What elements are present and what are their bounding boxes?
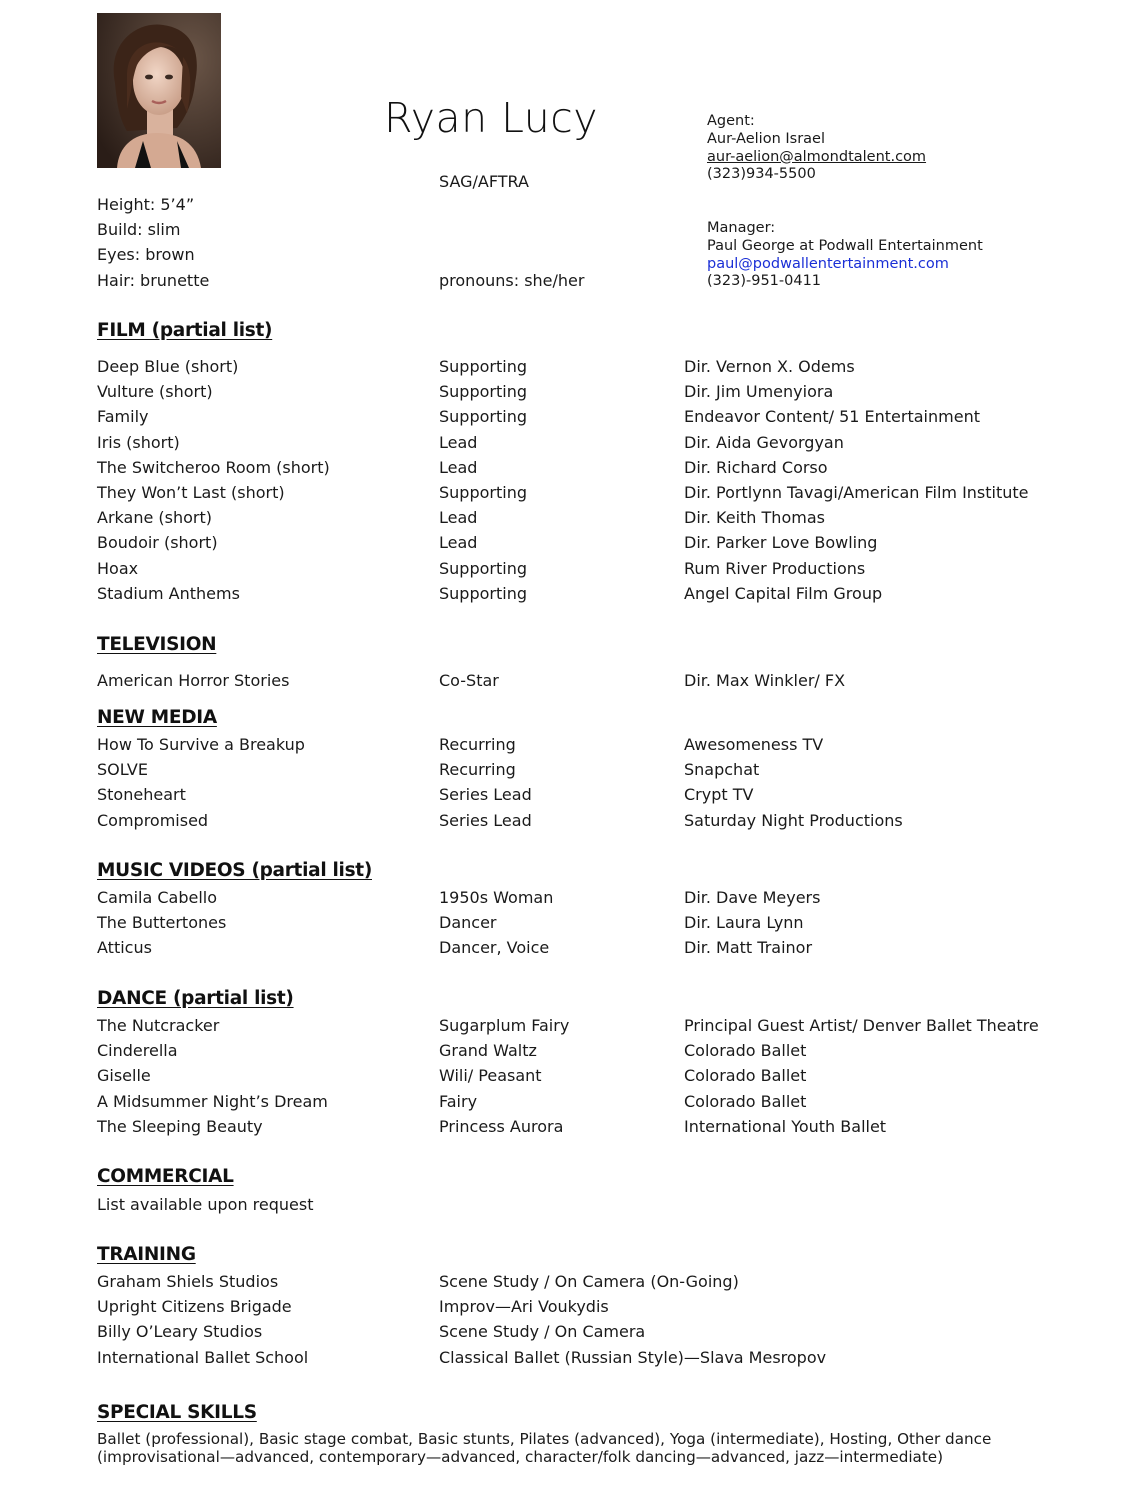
film-credit-row-company: Dir. Portlynn Tavagi/American Film Institute — [684, 483, 1029, 502]
new-media-credit-row-role: Recurring — [439, 760, 516, 780]
film-credit-row — [0, 533, 1139, 555]
new-media-credit-row-role: Series Lead — [439, 810, 532, 830]
section-heading-new-media: NEW MEDIA — [97, 707, 217, 728]
music-video-credit-row-title: The Buttertones — [97, 913, 227, 933]
dance-credit-row-role: Princess Aurora — [439, 1116, 564, 1136]
film-credit-row-title: Deep Blue (short) — [97, 357, 239, 376]
training-row — [0, 1297, 1139, 1319]
special-skills-text: Ballet (professional), Basic stage combat, Basic stunts, Pilates (advanced), Yoga (intermediate), Hosting, Other dance (improvisational—advanced, contemporary—advanced, character/folk dancing—advanced, jazz—intermediate) — [97, 1430, 992, 1466]
dance-credit-row — [0, 1117, 1139, 1139]
commercial-note: List available upon request — [97, 1195, 314, 1214]
new-media-credit-row — [0, 760, 1139, 782]
agent-block — [707, 113, 926, 184]
new-media-credit-row-title: How To Survive a Breakup — [97, 735, 305, 754]
film-credit-row-title: Iris (short) — [97, 432, 180, 452]
agent-email-link[interactable]: aur-aelion@almondtalent.com — [707, 148, 927, 165]
training-row-title: Billy O’Leary Studios — [97, 1322, 263, 1342]
new-media-credit-row-title: Compromised — [97, 810, 209, 830]
television-credit-row-title: American Horror Stories — [97, 671, 290, 690]
film-credit-row-role: Supporting — [439, 357, 527, 376]
music-video-credit-row-company: Dir. Matt Trainor — [684, 938, 813, 958]
film-credit-row-role: Lead — [439, 432, 478, 452]
pronouns: pronouns: she/her — [439, 271, 585, 290]
new-media-credit-row-company: Snapchat — [684, 760, 760, 780]
new-media-credit-row — [0, 785, 1139, 807]
stat-build: Build: slim — [97, 220, 181, 239]
film-credit-row — [0, 483, 1139, 505]
new-media-credit-row — [0, 735, 1139, 757]
music-video-credit-row-company: Dir. Dave Meyers — [684, 888, 821, 907]
film-credit-row-company: Dir. Parker Love Bowling — [684, 533, 878, 553]
film-credit-row-role: Lead — [439, 508, 478, 528]
film-credit-row-company: Dir. Jim Umenyiora — [684, 382, 834, 402]
agent-label: Agent: — [707, 113, 755, 129]
music-video-credit-row-role: 1950s Woman — [439, 888, 554, 907]
television-credit-row-company: Dir. Max Winkler/ FX — [684, 671, 846, 690]
stat-height: Height: 5’4” — [97, 195, 195, 214]
section-heading-commercial: COMMERCIAL — [97, 1166, 234, 1187]
film-credit-row-company: Dir. Vernon X. Odems — [684, 357, 855, 376]
new-media-credit-row-title: Stoneheart — [97, 785, 186, 805]
agent-phone: (323)934-5500 — [707, 166, 816, 183]
film-credit-row-role: Supporting — [439, 382, 527, 402]
new-media-credit-row-role: Recurring — [439, 735, 516, 754]
television-credit-row — [0, 671, 1139, 693]
dance-credit-row-role: Wili/ Peasant — [439, 1066, 542, 1086]
section-heading-special-skills: SPECIAL SKILLS — [97, 1402, 257, 1423]
film-credit-row-role: Lead — [439, 533, 478, 553]
section-heading-music-videos: MUSIC VIDEOS (partial list) — [97, 860, 372, 881]
manager-name: Paul George at Podwall Entertainment — [707, 237, 983, 254]
film-credit-row-company: Endeavor Content/ 51 Entertainment — [684, 407, 980, 427]
training-row — [0, 1272, 1139, 1294]
dance-credit-row — [0, 1066, 1139, 1088]
film-credit-row-company: Angel Capital Film Group — [684, 583, 883, 603]
film-credit-row-title: Stadium Anthems — [97, 583, 240, 603]
agent-name: Aur-Aelion Israel — [707, 130, 825, 147]
film-credit-row — [0, 407, 1139, 429]
manager-label: Manager: — [707, 220, 776, 236]
film-credit-row — [0, 508, 1139, 530]
dance-credit-row-role: Fairy — [439, 1091, 478, 1111]
music-video-credit-row — [0, 913, 1139, 935]
television-credit-row-role: Co-Star — [439, 671, 499, 690]
film-credit-row-company: Dir. Aida Gevorgyan — [684, 432, 844, 452]
film-credit-row — [0, 584, 1139, 606]
dance-credit-row-title: Giselle — [97, 1066, 151, 1086]
stat-hair: Hair: brunette — [97, 271, 210, 290]
music-video-credit-row-company: Dir. Laura Lynn — [684, 913, 804, 933]
actor-name: Ryan Lucy — [383, 94, 599, 142]
training-row-role: Improv—Ari Voukydis — [439, 1297, 609, 1317]
film-credit-row-title: The Switcheroo Room (short) — [97, 457, 330, 477]
new-media-credit-row-company: Awesomeness TV — [684, 735, 824, 754]
music-video-credit-row — [0, 938, 1139, 960]
dance-credit-row — [0, 1041, 1139, 1063]
film-credit-row-role: Supporting — [439, 583, 527, 603]
dance-credit-row-company: Principal Guest Artist/ Denver Ballet Theatre — [684, 1016, 1039, 1035]
music-video-credit-row-title: Camila Cabello — [97, 888, 217, 907]
new-media-credit-row-company: Crypt TV — [684, 785, 754, 805]
film-credit-row — [0, 382, 1139, 404]
training-row-title: International Ballet School — [97, 1347, 309, 1367]
dance-credit-row — [0, 1092, 1139, 1114]
dance-credit-row-title: A Midsummer Night’s Dream — [97, 1091, 328, 1111]
training-row-role: Classical Ballet (Russian Style)—Slava Mesropov — [439, 1347, 827, 1367]
section-heading-film: FILM (partial list) — [97, 320, 273, 341]
dance-credit-row-role: Grand Waltz — [439, 1041, 537, 1061]
training-row — [0, 1348, 1139, 1370]
film-credit-row-company: Dir. Keith Thomas — [684, 508, 825, 528]
film-credit-row-title: Boudoir (short) — [97, 533, 218, 553]
new-media-credit-row-role: Series Lead — [439, 785, 532, 805]
new-media-credit-row — [0, 811, 1139, 833]
manager-block — [707, 220, 983, 291]
film-credit-row-title: Vulture (short) — [97, 382, 213, 402]
film-credit-row-title: Arkane (short) — [97, 508, 212, 528]
training-row-title: Upright Citizens Brigade — [97, 1297, 292, 1317]
film-credit-row — [0, 433, 1139, 455]
film-credit-row-company: Dir. Richard Corso — [684, 457, 828, 477]
training-row-role: Scene Study / On Camera (On-Going) — [439, 1272, 739, 1291]
film-credit-row-title: Family — [97, 407, 149, 427]
headshot-illustration — [97, 13, 221, 168]
new-media-credit-row-company: Saturday Night Productions — [684, 810, 903, 830]
dance-credit-row-title: The Sleeping Beauty — [97, 1116, 263, 1136]
music-video-credit-row-role: Dancer — [439, 913, 497, 933]
training-row — [0, 1322, 1139, 1344]
dance-credit-row-title: Cinderella — [97, 1041, 178, 1061]
dance-credit-row-company: Colorado Ballet — [684, 1041, 807, 1061]
stat-eyes: Eyes: brown — [97, 245, 195, 264]
film-credit-row — [0, 458, 1139, 480]
training-row-title: Graham Shiels Studios — [97, 1272, 279, 1291]
film-credit-row-title: Hoax — [97, 558, 139, 578]
music-video-credit-row-role: Dancer, Voice — [439, 938, 550, 958]
dance-credit-row-role: Sugarplum Fairy — [439, 1016, 570, 1035]
new-media-credit-row-title: SOLVE — [97, 760, 148, 780]
film-credit-row-title: They Won’t Last (short) — [97, 483, 285, 502]
headshot-photo — [97, 13, 221, 168]
dance-credit-row-company: Colorado Ballet — [684, 1066, 807, 1086]
film-credit-row — [0, 559, 1139, 581]
training-row-role: Scene Study / On Camera — [439, 1322, 646, 1342]
manager-phone: (323)-951-0411 — [707, 273, 822, 290]
section-heading-dance: DANCE (partial list) — [97, 988, 294, 1009]
section-heading-television: TELEVISION — [97, 634, 217, 655]
film-credit-row-role: Lead — [439, 457, 478, 477]
music-video-credit-row-title: Atticus — [97, 938, 152, 958]
film-credit-row-role: Supporting — [439, 407, 527, 427]
dance-credit-row — [0, 1016, 1139, 1038]
union-affiliation: SAG/AFTRA — [439, 172, 529, 191]
film-credit-row-role: Supporting — [439, 483, 527, 502]
music-video-credit-row — [0, 888, 1139, 910]
dance-credit-row-title: The Nutcracker — [97, 1016, 220, 1035]
dance-credit-row-company: Colorado Ballet — [684, 1091, 807, 1111]
film-credit-row — [0, 357, 1139, 379]
film-credit-row-role: Supporting — [439, 558, 527, 578]
dance-credit-row-company: International Youth Ballet — [684, 1116, 887, 1136]
film-credit-row-company: Rum River Productions — [684, 558, 866, 578]
manager-email-link[interactable]: paul@podwallentertainment.com — [707, 255, 949, 272]
section-heading-training: TRAINING — [97, 1244, 196, 1265]
